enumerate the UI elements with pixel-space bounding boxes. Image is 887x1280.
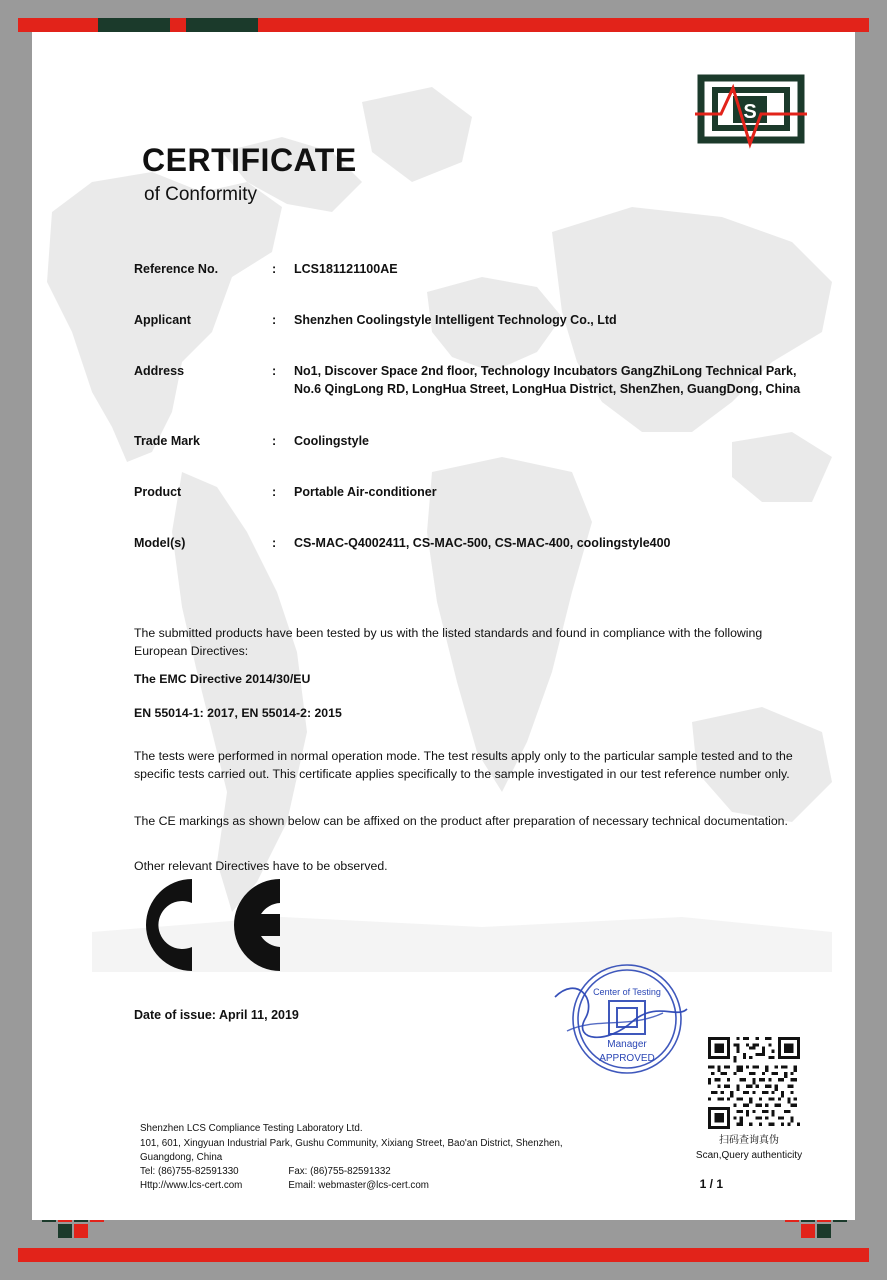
field-value: Coolingstyle (294, 433, 370, 448)
qr-code[interactable] (708, 1037, 800, 1129)
approval-stamp (537, 957, 707, 1087)
qr-caption-cn: 扫码查询真伪 (719, 1135, 779, 1146)
page-title: CERTIFICATE (142, 142, 357, 178)
top-decorative-bar (18, 18, 869, 32)
table-row (134, 311, 814, 362)
page-number: 1 / 1 (699, 1177, 723, 1191)
field-value: Shenzhen Coolingstyle Intelligent Technology Co., Ltd (294, 313, 617, 328)
date-of-issue: Date of issue: April 11, 2019 (134, 1008, 299, 1022)
field-value: No1, Discover Space 2nd floor, Technology Incubators GangZhiLong Technical Park, No.6 QingLong RD, LongHua Street, LongHua District, ShenZhen, GuangDong, China (294, 364, 801, 397)
standards-list: EN 55014-1: 2017, EN 55014-2: 2015 (134, 706, 342, 720)
ce-mark-icon (130, 870, 310, 980)
footer-website[interactable]: Http://www.lcs-cert.com (140, 1179, 243, 1191)
field-colon: : (272, 535, 277, 550)
field-colon: : (272, 433, 277, 448)
bottom-decorative-bar (18, 1248, 869, 1262)
field-colon: : (272, 262, 277, 276)
qr-caption-en: Scan,Query authenticity (695, 1149, 803, 1161)
qr-caption (679, 1134, 819, 1163)
field-colon: : (272, 313, 277, 328)
certificate-fields-table (134, 260, 814, 585)
svg-text:Manager: Manager (607, 1039, 647, 1050)
field-colon: : (272, 484, 277, 499)
field-value: CS-MAC-Q4002411, CS-MAC-500, CS-MAC-400, coolingstyle400 (294, 535, 671, 550)
footer-lab-name: Shenzhen LCS Compliance Testing Laboratory Ltd. (140, 1123, 363, 1134)
emc-directive: The EMC Directive 2014/30/EU (134, 672, 311, 686)
footer-email[interactable]: Email: webmaster@lcs-cert.com (288, 1179, 429, 1191)
compliance-statement: The submitted products have been tested by us with the listed standards and found in compliance with the following European Directives: (134, 626, 763, 659)
page-subtitle: of Conformity (144, 184, 257, 205)
svg-text:S: S (743, 101, 757, 123)
field-label: Product (134, 484, 182, 499)
footer-address-line2: Guangdong, China (140, 1151, 223, 1163)
field-value: LCS181121100AE (294, 262, 398, 276)
lcs-logo (695, 74, 807, 159)
tests-note: The tests were performed in normal operation mode. The test results apply only to the particular sample tested and to the specific tests carried out. This certificate applies specifically to the sample investigated in our test reference number only. (134, 749, 793, 782)
footer-block (140, 1122, 563, 1193)
svg-text:Center of Testing: Center of Testing (593, 987, 661, 997)
certificate-paper (32, 32, 855, 1220)
table-row (134, 534, 814, 585)
footer-address-line1: 101, 601, Xingyuan Industrial Park, Gushu Community, Xixiang Street, Bao'an District, Shenzhen, (140, 1137, 563, 1149)
svg-text:APPROVED: APPROVED (599, 1053, 655, 1064)
field-value: Portable Air-conditioner (294, 484, 437, 499)
ce-marking-note: The CE markings as shown below can be affixed on the product after preparation of necessary technical documentation. (134, 814, 788, 828)
field-label: Trade Mark (134, 433, 201, 448)
table-row (134, 260, 814, 311)
other-directives-note: Other relevant Directives have to be observed. (134, 859, 388, 873)
field-colon: : (272, 364, 277, 379)
footer-tel: Tel: (86)755-82591330 (140, 1165, 239, 1177)
field-label: Applicant (134, 313, 191, 328)
footer-fax: Fax: (86)755-82591332 (288, 1165, 391, 1177)
field-label: Reference No. (134, 262, 219, 276)
table-row (134, 432, 814, 483)
field-label: Model(s) (134, 535, 186, 550)
table-row (134, 362, 814, 431)
table-row (134, 483, 814, 534)
field-label: Address (134, 364, 185, 379)
